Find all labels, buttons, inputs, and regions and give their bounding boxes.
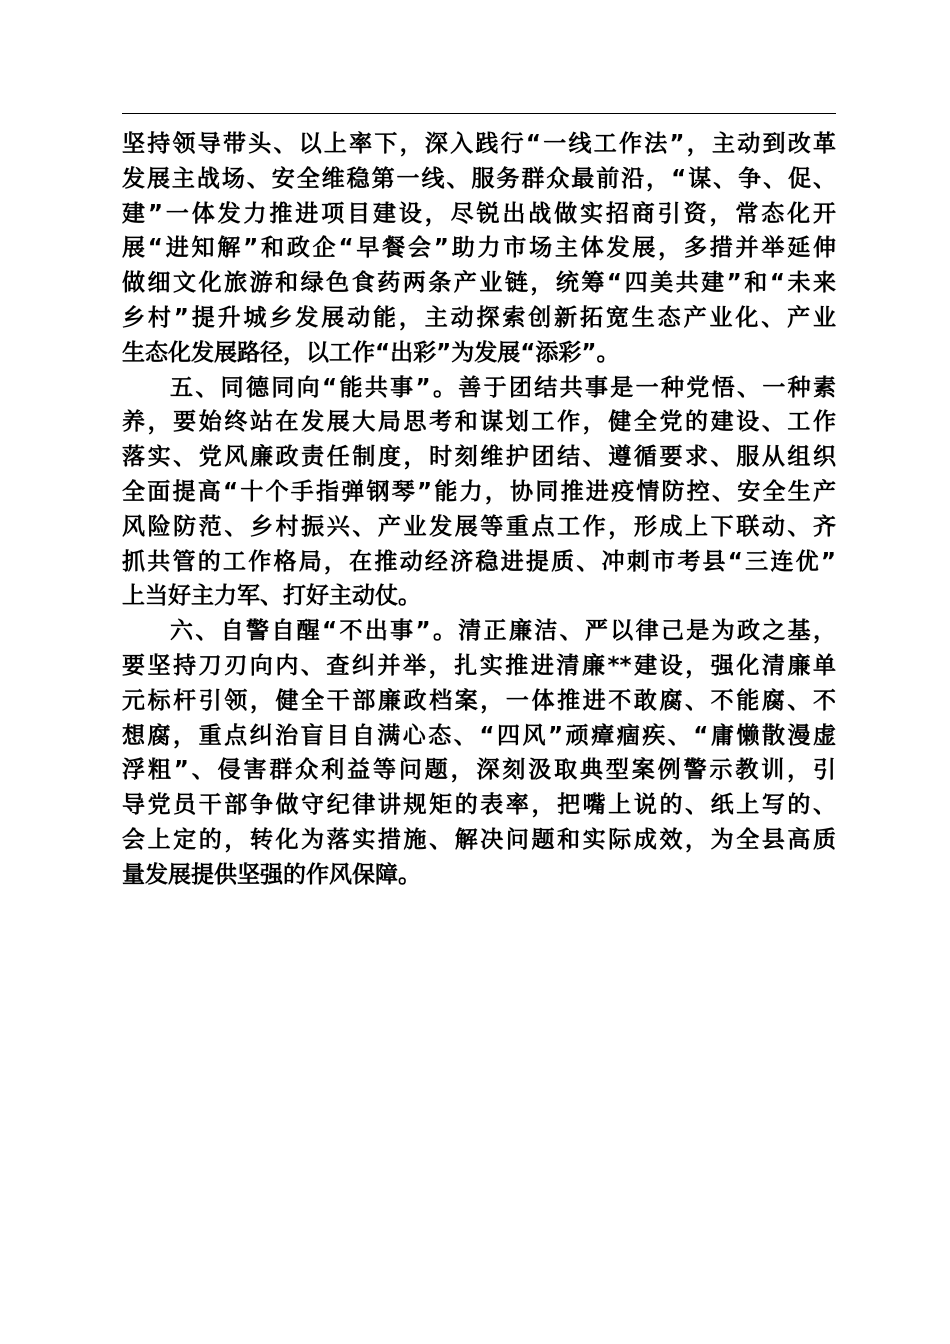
paragraph-1-line-7: 生态化发展路径，以工作“出彩”为发展“添彩”。	[122, 339, 620, 366]
paragraph-1-line-6: 乡村”提升城乡发展动能，主动探索创新拓宽生态产业化、产业	[122, 304, 836, 331]
paragraph-1-line-3: 建”一体发力推进项目建设，尽锐出战做实招商引资，常态化开	[122, 200, 836, 227]
paragraph-1-line-5: 做细文化旅游和绿色食药两条产业链，统筹“四美共建”和“未来	[122, 270, 836, 297]
document-body	[122, 127, 836, 893]
paragraph-3-line-7: 会上定的，转化为落实措施、解决问题和实际成效，为全县高质	[122, 826, 836, 853]
paragraph-3-line-3: 元标杆引领，健全干部廉政档案，一体推进不敢腐、不能腐、不	[122, 687, 836, 714]
paragraph-3-line-1: 六、自警自醒“不出事”。清正廉洁、严以律己是为政之基，	[170, 618, 836, 645]
paragraph-2-line-1: 五、同德同向“能共事”。善于团结共事是一种党悟、一种素	[170, 374, 836, 401]
header-rule	[122, 113, 836, 114]
paragraph-2-line-7: 上当好主力军、打好主动仗。	[122, 583, 421, 610]
paragraph-2-line-4: 全面提高“十个手指弹钢琴”能力，协同推进疫情防控、安全生产	[122, 478, 836, 505]
paragraph-1-line-4: 展“进知解”和政企“早餐会”助力市场主体发展，多措并举延伸	[122, 235, 836, 262]
paragraph-3-line-6: 导党员干部争做守纪律讲规矩的表率，把嘴上说的、纸上写的、	[122, 792, 836, 819]
paragraph-1-line-1: 坚持领导带头、以上率下，深入践行“一线工作法”，主动到改革	[122, 131, 836, 157]
paragraph-2-line-6: 抓共管的工作格局，在推动经济稳进提质、冲刺市考县“三连优”	[122, 548, 836, 575]
paragraph-2-line-5: 风险防范、乡村振兴、产业发展等重点工作，形成上下联动、齐	[122, 513, 836, 540]
paragraph-1-line-2: 发展主战场、安全维稳第一线、服务群众最前沿，“谋、争、促、	[122, 165, 836, 192]
paragraph-3-line-4: 想腐，重点纠治盲目自满心态、“四风”顽瘴痼疾、“庸懒散漫虚	[122, 722, 836, 749]
paragraph-2-line-3: 落实、党风廉政责任制度，时刻维护团结、遵循要求、服从组织	[122, 444, 836, 471]
paragraph-2-line-2: 养，要始终站在发展大局思考和谋划工作，健全党的建设、工作	[122, 409, 836, 436]
paragraph-3-line-5: 浮粗”、侵害群众利益等问题，深刻汲取典型案例警示教训，引	[122, 757, 836, 784]
paragraph-3-line-2: 要坚持刀刃向内、查纠并举，扎实推进清廉**建设，强化清廉单	[122, 652, 836, 679]
paragraph-3-line-8: 量发展提供坚强的作风保障。	[122, 861, 421, 888]
